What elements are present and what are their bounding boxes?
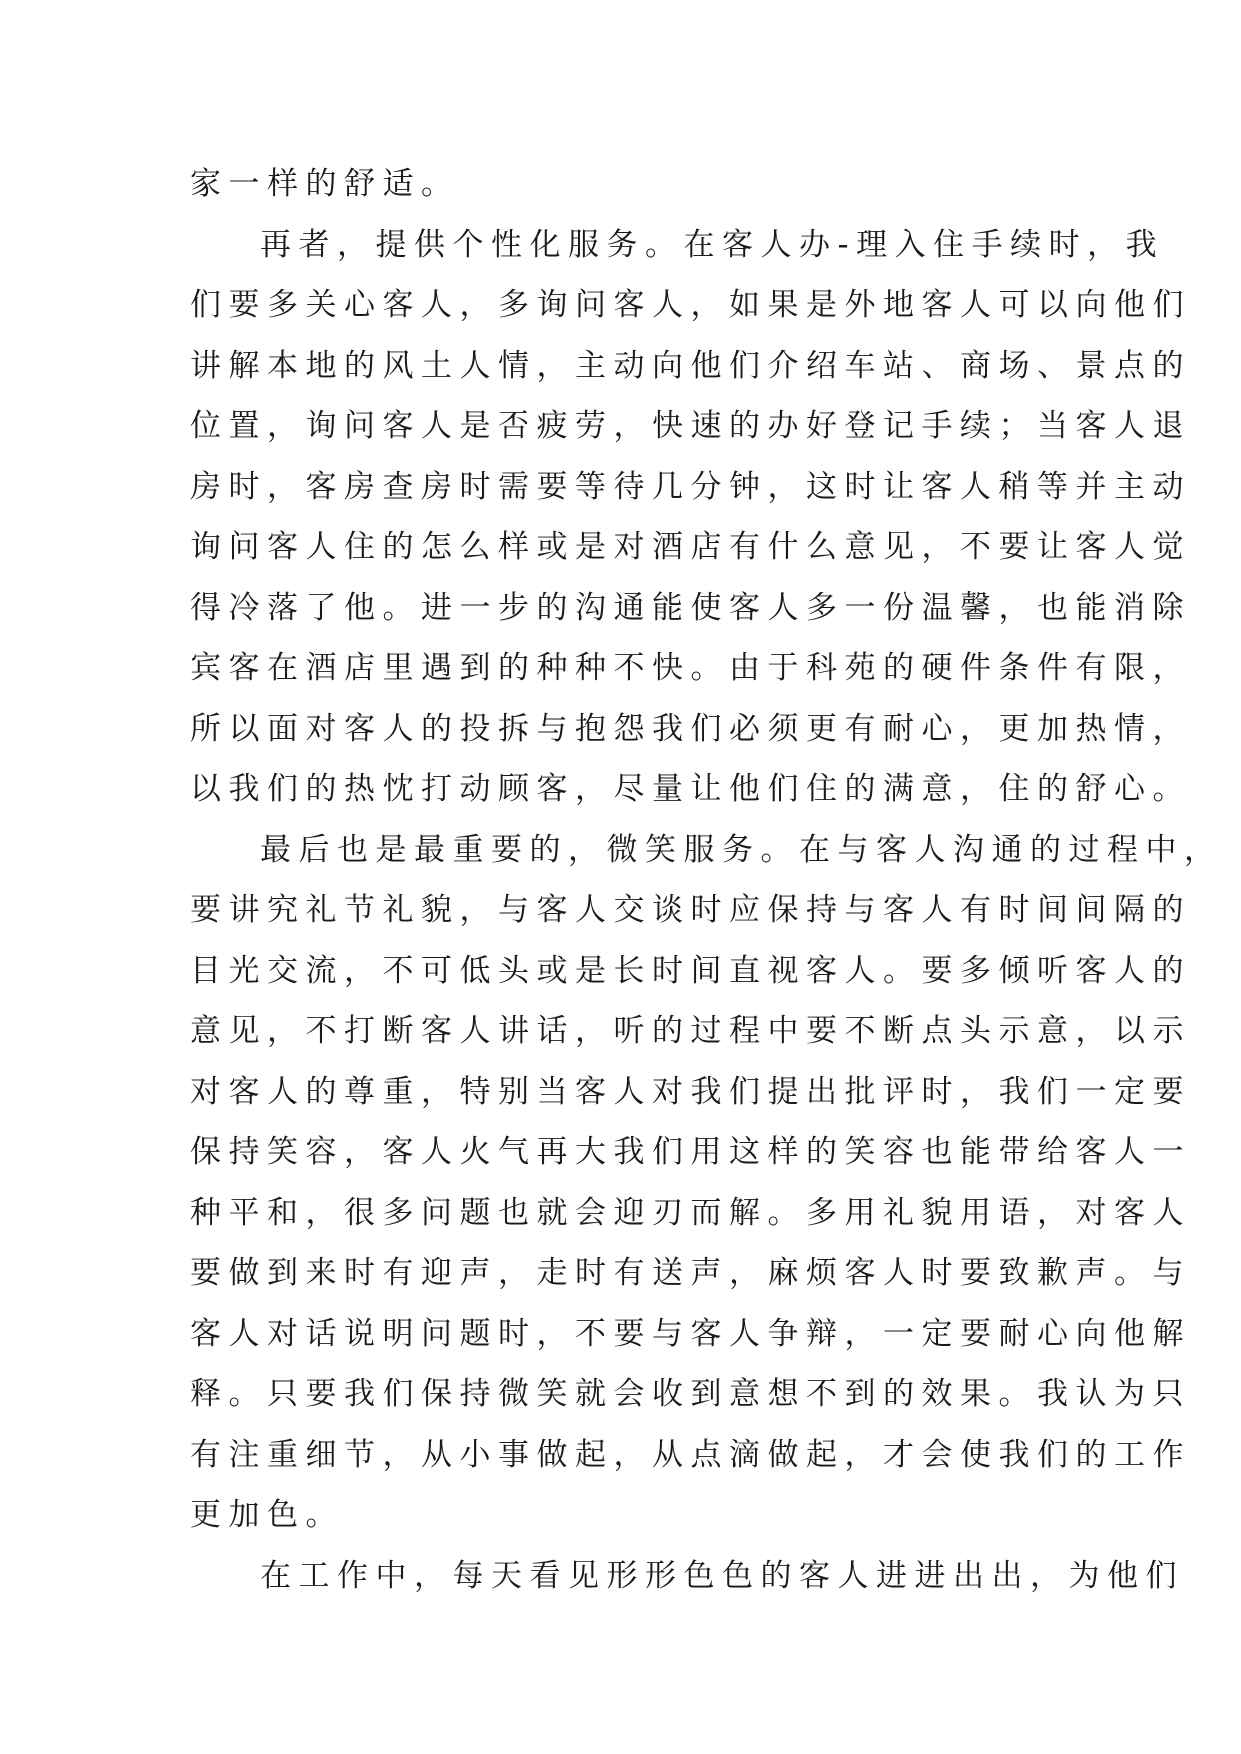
- body-text: [190, 154, 1223, 1606]
- text-line: 房时，客房查房时需要等待几分钟，这时让客人稍等并主动: [190, 468, 1191, 505]
- text-line: 讲解本地的风土人情，主动向他们介绍车站、商场、景点的: [190, 347, 1191, 384]
- text-line: 客人对话说明问题时，不要与客人争辩，一定要耐心向他解: [190, 1315, 1191, 1352]
- text-line: 家一样的舒适。: [190, 166, 460, 202]
- text-line: 要做到来时有迎声，走时有送声，麻烦客人时要致歉声。与: [190, 1255, 1191, 1291]
- text-line: 以我们的热忱打动顾客，尽量让他们住的满意，住的舒心。: [190, 771, 1191, 807]
- text-line: 询问客人住的怎么样或是对酒店有什么意见，不要让客人觉: [190, 529, 1191, 565]
- text-line: 更加色。: [190, 1497, 344, 1533]
- text-line: 种平和，很多问题也就会迎刃而解。多用礼貌用语，对客人: [190, 1194, 1191, 1231]
- text-line: 有注重细节，从小事做起，从点滴做起，才会使我们的工作: [190, 1436, 1191, 1473]
- text-line: 要讲究礼节礼貌，与客人交谈时应保持与客人有时间间隔的: [190, 892, 1191, 928]
- text-line: 位置，询问客人是否疲劳，快速的办好登记手续；当客人退: [190, 408, 1191, 444]
- text-line: 得冷落了他。进一步的沟通能使客人多一份温馨，也能消除: [190, 589, 1191, 626]
- text-line: 再者，提供个性化服务。在客人办-理入住手续时，我: [260, 226, 1165, 263]
- text-line: 宾客在酒店里遇到的种种不快。由于科苑的硬件条件有限，: [190, 650, 1191, 686]
- text-line: 保持笑容，客人火气再大我们用这样的笑容也能带给客人一: [190, 1134, 1191, 1170]
- text-line: 们要多关心客人，多询问客人，如果是外地客人可以向他们: [190, 287, 1191, 323]
- text-line: 释。只要我们保持微笑就会收到意想不到的效果。我认为只: [190, 1376, 1191, 1412]
- text-line: 在工作中，每天看见形形色色的客人进进出出，为他们: [260, 1557, 1184, 1594]
- text-line: 目光交流，不可低头或是长时间直视客人。要多倾听客人的: [190, 952, 1191, 989]
- text-line: 最后也是最重要的，微笑服务。在与客人沟通的过程中，: [260, 831, 1223, 868]
- text-line: 对客人的尊重，特别当客人对我们提出批评时，我们一定要: [190, 1073, 1191, 1110]
- text-line: 意见，不打断客人讲话，听的过程中要不断点头示意，以示: [190, 1013, 1191, 1049]
- text-line: 所以面对客人的投拆与抱怨我们必须更有耐心，更加热情，: [190, 710, 1191, 747]
